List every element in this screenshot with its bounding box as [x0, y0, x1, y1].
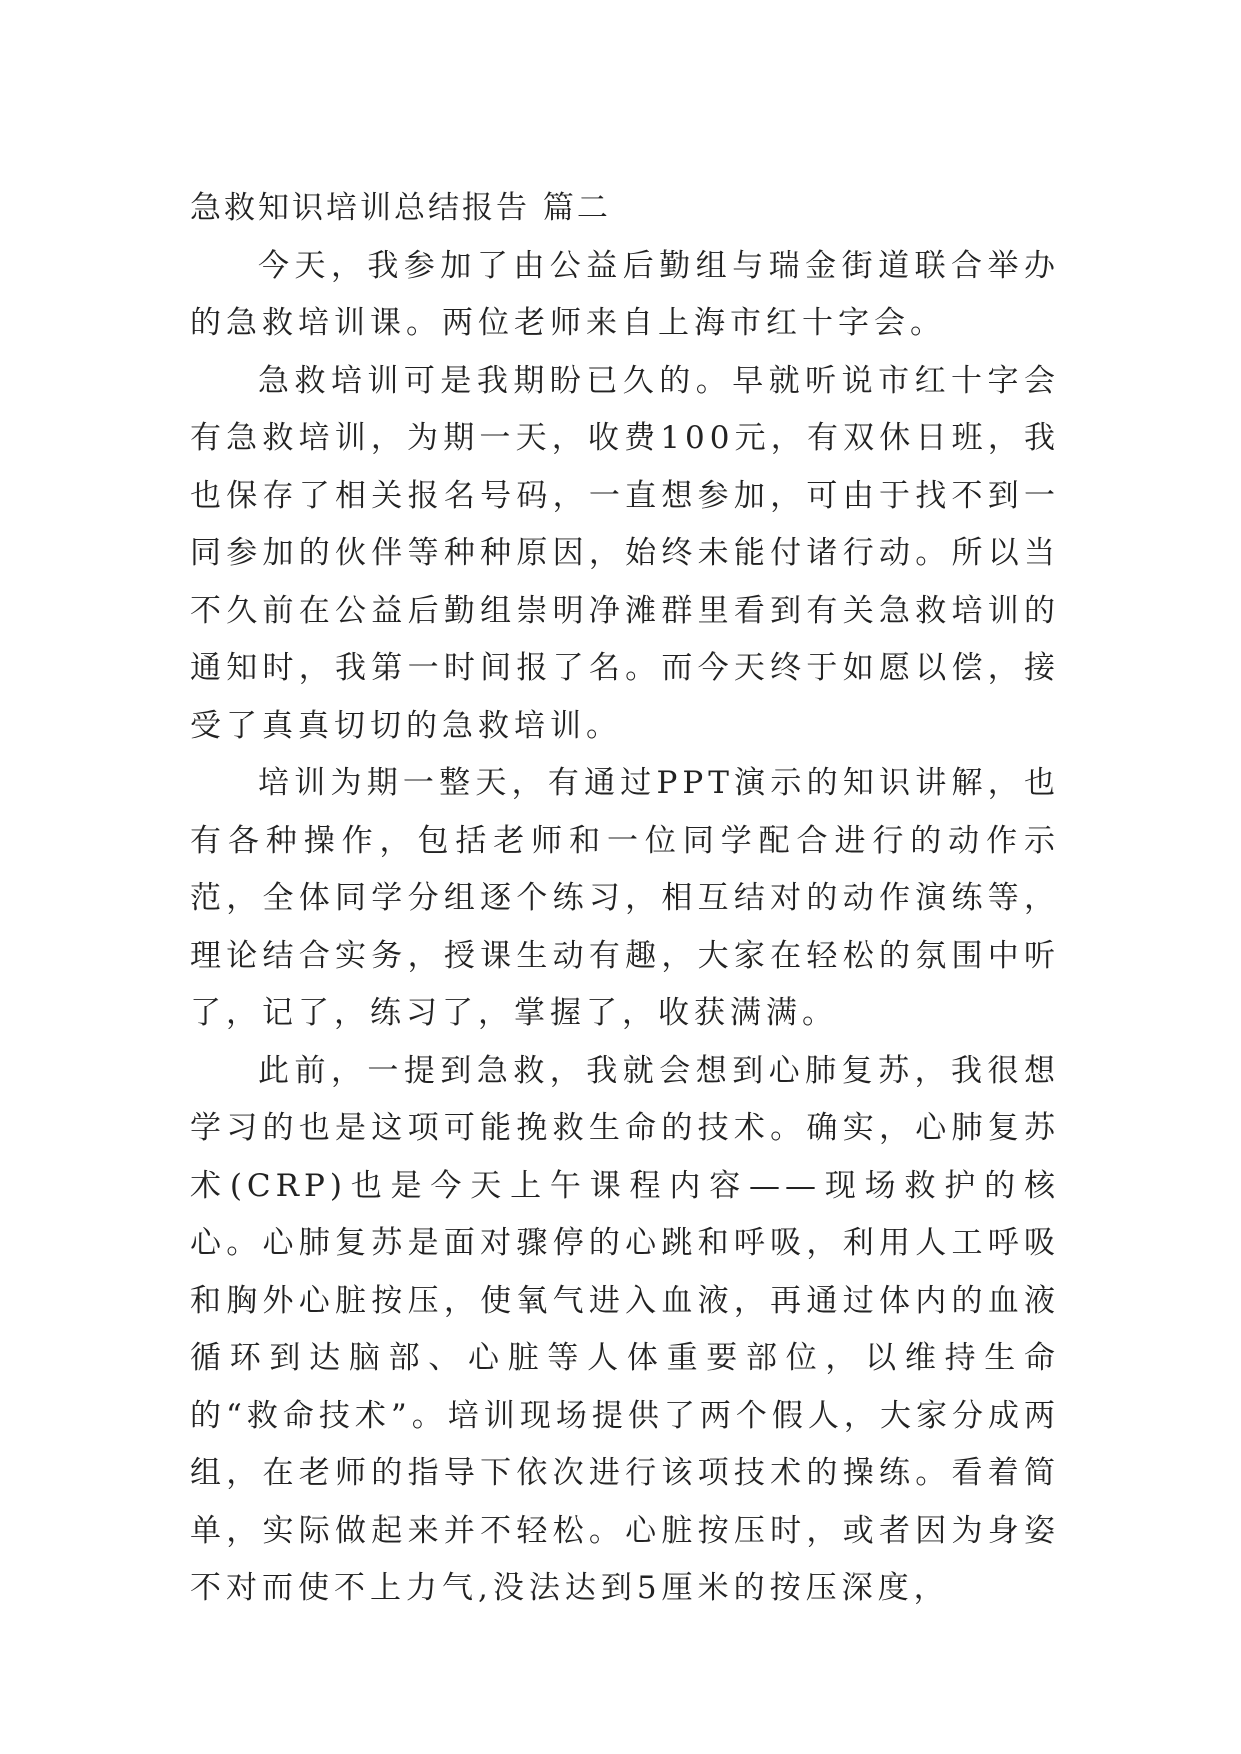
- paragraph-4: 此前，一提到急救，我就会想到心肺复苏，我很想学习的也是这项可能挽救生命的技术。确实，心肺复苏术(CRP)也是今天上午课程内容——现场救护的核心。心肺复苏是面对骤停的心跳和呼吸，利用人工呼吸和胸外心脏按压，使氧气进入血液，再通过体内的血液循环到达脑部、心脏等人体重要部位，以维持生命的“救命技术”。培训现场提供了两个假人，大家分成两组，在老师的指导下依次进行该项技术的操练。看着简单，实际做起来并不轻松。心脏按压时，或者因为身姿不对而使不上力气,没法达到5厘米的按压深度，: [190, 1052, 1060, 1606]
- paragraph-3: 培训为期一整天，有通过PPT演示的知识讲解，也有各种操作，包括老师和一位同学配合进行的动作示范，全体同学分组逐个练习，相互结对的动作演练等，理论结合实务，授课生动有趣，大家在轻松的氛围中听了，记了，练习了，掌握了，收获满满。: [190, 765, 1060, 1031]
- document-body: [190, 180, 1060, 1618]
- document-title: 急救知识培训总结报告 篇二: [190, 190, 611, 226]
- paragraph-2: 急救培训可是我期盼已久的。早就听说市红十字会有急救培训，为期一天，收费100元，有双休日班，我也保存了相关报名号码，一直想参加，可由于找不到一同参加的伙伴等种种原因，始终未能付诸行动。所以当不久前在公益后勤组崇明净滩群里看到有关急救培训的通知时，我第一时间报了名。而今天终于如愿以偿，接受了真真切切的急救培训。: [190, 362, 1060, 744]
- paragraph-1: 今天，我参加了由公益后勤组与瑞金街道联合举办的急救培训课。两位老师来自上海市红十字会。: [190, 247, 1060, 341]
